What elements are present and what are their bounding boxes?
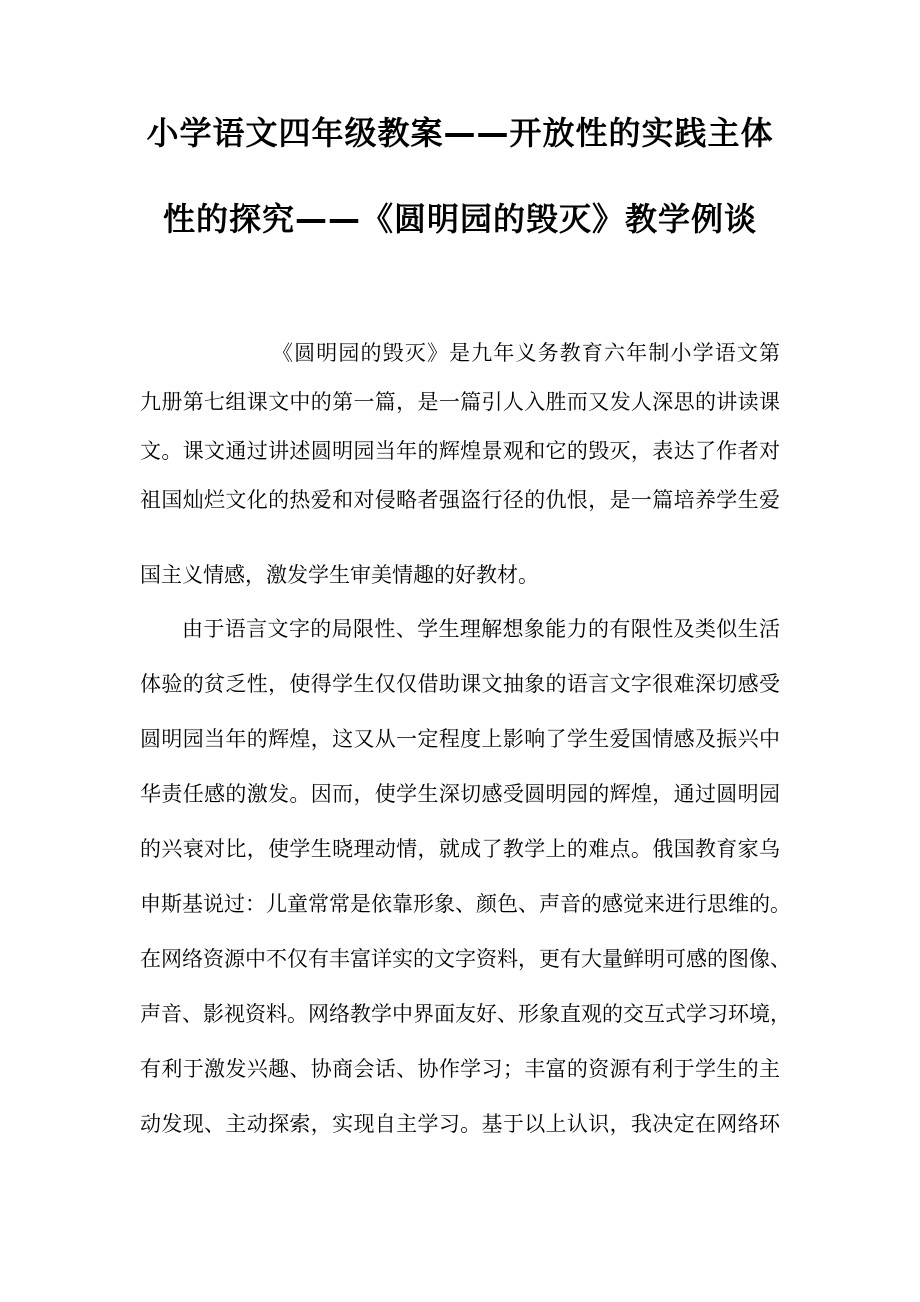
document-title-line-2: 性的探究——《圆明园的毁灭》教学例谈 <box>162 200 757 238</box>
paragraph-2-line-6: 申斯基说过：儿童常常是依靠形象、颜色、声音的感觉来进行思维的。 <box>140 892 791 916</box>
paragraph-1-line-2: 九册第七组课文中的第一篇，是一篇引人入胜而又发人深思的讲读课 <box>140 390 780 414</box>
paragraph-2-line-10: 动发现、主动探索，实现自主学习。基于以上认识，我决定在网络环 <box>140 1112 780 1136</box>
paragraph-2-line-4: 华责任感的激发。因而，使学生深切感受圆明园的辉煌，通过圆明园 <box>140 782 780 806</box>
paragraph-2-line-8: 声音、影视资料。网络教学中界面友好、形象直观的交互式学习环境， <box>140 1002 791 1026</box>
paragraph-2-line-9: 有利于激发兴趣、协商会话、协作学习；丰富的资源有利于学生的主 <box>140 1057 780 1081</box>
paragraph-2-line-5: 的兴衰对比，使学生晓理动情，就成了教学上的难点。俄国教育家乌 <box>140 837 780 861</box>
paragraph-2-line-2: 体验的贫乏性，使得学生仅仅借助课文抽象的语言文字很难深切感受 <box>140 672 780 696</box>
document-title-line-1: 小学语文四年级教案——开放性的实践主体 <box>146 114 774 152</box>
paragraph-1-line-1: 《圆明园的毁灭》是九年义务教育六年制小学语文第 <box>272 341 780 365</box>
paragraph-2-line-7: 在网络资源中不仅有丰富详实的文字资料，更有大量鲜明可感的图像、 <box>140 947 791 971</box>
paragraph-2-line-3: 圆明园当年的辉煌，这又从一定程度上影响了学生爱国情感及振兴中 <box>140 727 780 751</box>
paragraph-1-line-5: 国主义情感，激发学生审美情趣的好教材。 <box>140 563 539 587</box>
paragraph-1-line-3: 文。课文通过讲述圆明园当年的辉煌景观和它的毁灭，表达了作者对 <box>140 439 780 463</box>
paragraph-1-line-4: 祖国灿烂文化的热爱和对侵略者强盗行径的仇恨，是一篇培养学生爱 <box>140 488 780 512</box>
paragraph-2-line-1: 由于语言文字的局限性、学生理解想象能力的有限性及类似生活 <box>182 617 780 641</box>
